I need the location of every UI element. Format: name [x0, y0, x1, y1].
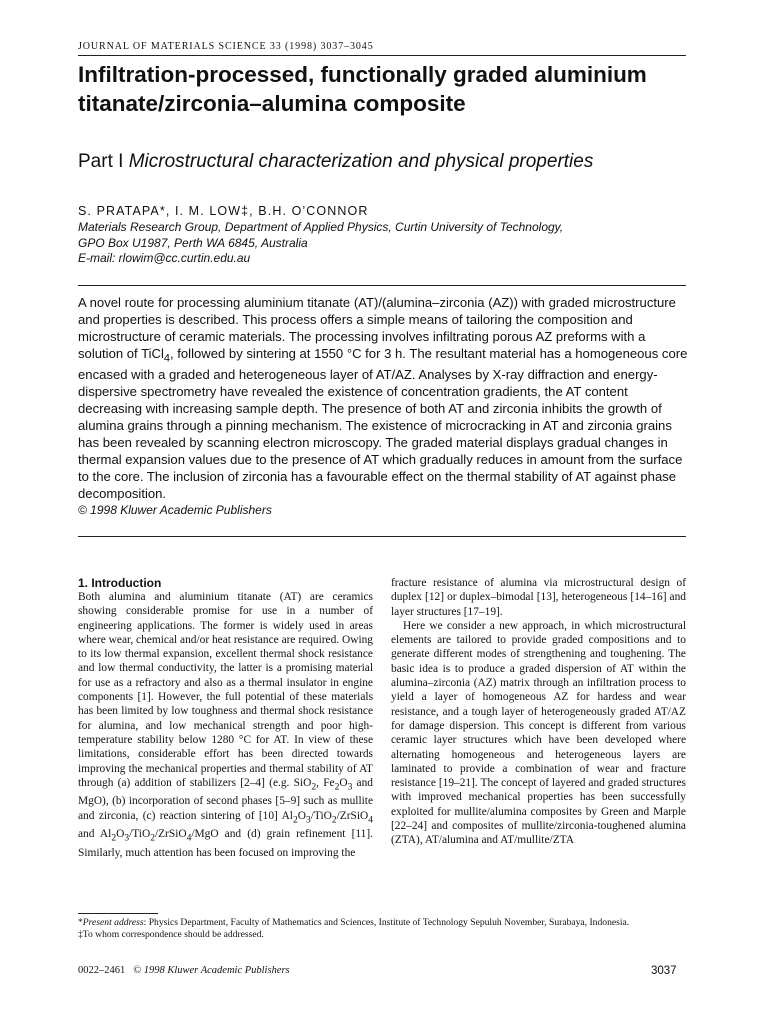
abstract — [78, 295, 690, 502]
subscript: 2 — [150, 833, 155, 844]
abstract-subscript: 4 — [163, 352, 170, 365]
subscript: 2 — [292, 815, 298, 826]
journal-header: JOURNAL OF MATERIALS SCIENCE 33 (1998) 3037–3045 — [78, 41, 374, 52]
intro-paragraph-2: fracture resistance of alumina via microstructural design of duplex [12] or duplex–bimodal [13], heterogeneous [14–16] and layer structures [17–19]. — [391, 577, 686, 618]
affiliation — [78, 220, 698, 267]
footnote-rule — [78, 913, 158, 914]
page-number: 3037 — [651, 965, 677, 977]
abstract-bottom-rule — [78, 536, 686, 537]
intro-paragraph-3: Here we consider a new approach, in which microstructural elements are tailored to provide graded compositions and to generate different modes of strengthening and toughening. The basic idea is to produce a graded dispersion of AT within the alumina–zirconia (AZ) matrix through an infiltration process to yield a layer of homogeneous AZ for hardess and wear resistance, and a tough layer of heterogeneously graded AT/AZ for damage dispersion. This concept is different from various ceramic layer structures which have been developed where alternating homogeneous and heterogeneous layers are laminated to provide a combination of wear and fracture resistance [19–21]. The concept of layered and graded structures with improved mechanical properties has been successfully exploited for mullite/alumina composites by Green and Marple [22–24] and composites of mullite/zirconia-toughened alumina (ZTA), AT/alumina and AT/mullite/ZTA — [391, 619, 686, 847]
footnote-2: ‡To whom correspondence should be addressed. — [78, 929, 264, 941]
text-run: /MgO and (d) grain refinement [11]. Similarly, much attention has been focused on improving the — [78, 828, 373, 859]
footer-left — [78, 965, 290, 976]
abstract-copyright: © 1998 Kluwer Academic Publishers — [78, 503, 272, 517]
subscript: 4 — [186, 833, 192, 844]
footnotes — [78, 917, 688, 942]
footnote-1: *Present address: Physics Department, Faculty of Mathematics and Sciences, Institute of Technology Sepuluh November, Surabaya, Indonesia. — [78, 917, 630, 928]
article-title: Infiltration-processed, functionally graded aluminium titanate/zirconia–alumina composite — [78, 62, 647, 116]
part-title: Microstructural characterization and physical properties — [128, 151, 594, 172]
intro-paragraph-1 — [78, 590, 373, 860]
left-column — [78, 576, 373, 860]
text-run: O — [116, 828, 125, 841]
abstract-text-2: , followed by sintering at 1550 °C for 3 h. The resultant material has a homogeneous core encased with a graded and heterogeneous layer of AT/AZ. Analyses by X-ray diffraction and energy-dispersive spectrometry have revealed the existence of concentration gradients, the AT content decreasing with increasing sample depth. The presence of both AT and zirconia inhibits the growth of alumina grains through a pinning mechanism. The existence of microcracking in AT and zirconia grains has been revealed by scanning electron microscopy. The graded material displays gradual changes in thermal expansion values due to the presence of AT which gradually reduces in amount from the surface to the core. The inclusion of zirconia has a favourable effect on the thermal stability of AT against phase decomposition. — [78, 345, 688, 501]
text-run: , Fe — [316, 776, 335, 789]
subscript: 3 — [347, 782, 353, 793]
subscript: 3 — [305, 815, 311, 826]
abstract-top-rule — [78, 285, 686, 286]
subscript: 3 — [124, 833, 130, 844]
text-run: /ZrSiO — [336, 809, 369, 822]
right-column — [391, 576, 686, 848]
footnote-2-text: To whom correspondence should be addressed. — [82, 929, 264, 941]
text-run: Both alumina and aluminium titanate (AT) are ceramics showing considerable promise for use in a number of engineering applications. The former is widely used in areas where wear, chemical and/or heat resistance are required. Owing to its low thermal expansion, excellent thermal shock resistance and low thermal conductivity, the latter is a promising material for use as a refractory and also as a thermal insulator in engine components [1]. However, the full potential of these materials has been limited by low toughness and thermal shock resistance for alumina, and low mechanical strength and poor high-temperature stability below 1280 °C for AT. In view of these limitations, considerable effort has been directed towards improving the mechanical properties and thermal stability of AT through (a) addition of stabilizers [2–4] (e.g. SiO — [78, 591, 373, 789]
text-run: O — [297, 809, 306, 822]
affiliation-line-2: GPO Box U1987, Perth WA 6845, Australia — [78, 235, 308, 250]
footer-copyright: © 1998 Kluwer Academic Publishers — [133, 965, 290, 976]
footnote-1-label: Present address — [82, 917, 144, 928]
text-run: /TiO — [129, 828, 151, 841]
subscript: 2 — [111, 833, 117, 844]
text-run: and Al — [78, 828, 112, 841]
text-run: O — [339, 776, 348, 789]
footnote-1-text: : Physics Department, Faculty of Mathematics and Sciences, Institute of Technology Sepuluh November, Surabaya, Indonesia. — [143, 917, 630, 928]
subscript: 4 — [368, 815, 373, 826]
article-subtitle — [78, 150, 718, 174]
text-run: and MgO), (b) incorporation of second phases [5–9] such as mullite and zirconia, (c) reaction sintering of [10] Al — [78, 776, 374, 822]
subscript: 2 — [311, 782, 317, 793]
section-heading: 1. Introduction — [78, 576, 162, 590]
abstract-text-1: A novel route for processing aluminium titanate (AT)/(alumina–zirconia (AZ)) with graded microstructure and properties is described. This process offers a simple means of tailoring the composition and microstructure of ceramic materials. The processing involves infiltrating porous AZ preforms with a solution of TiCl — [78, 295, 676, 361]
subscript: 2 — [331, 815, 337, 826]
text-run: /ZrSiO — [154, 828, 187, 841]
affiliation-line-1: Materials Research Group, Department of Applied Physics, Curtin University of Technology, — [78, 220, 564, 234]
issn: 0022–2461 — [78, 965, 126, 976]
part-label: Part I — [78, 151, 129, 172]
header-rule — [78, 55, 686, 56]
authors: S. PRATAPA*, I. M. LOW‡, B.H. O’CONNOR — [78, 204, 369, 218]
subscript: 2 — [334, 782, 340, 793]
author-email: E-mail: rlowim@cc.curtin.edu.au — [78, 251, 251, 265]
text-run: /TiO — [310, 809, 332, 822]
